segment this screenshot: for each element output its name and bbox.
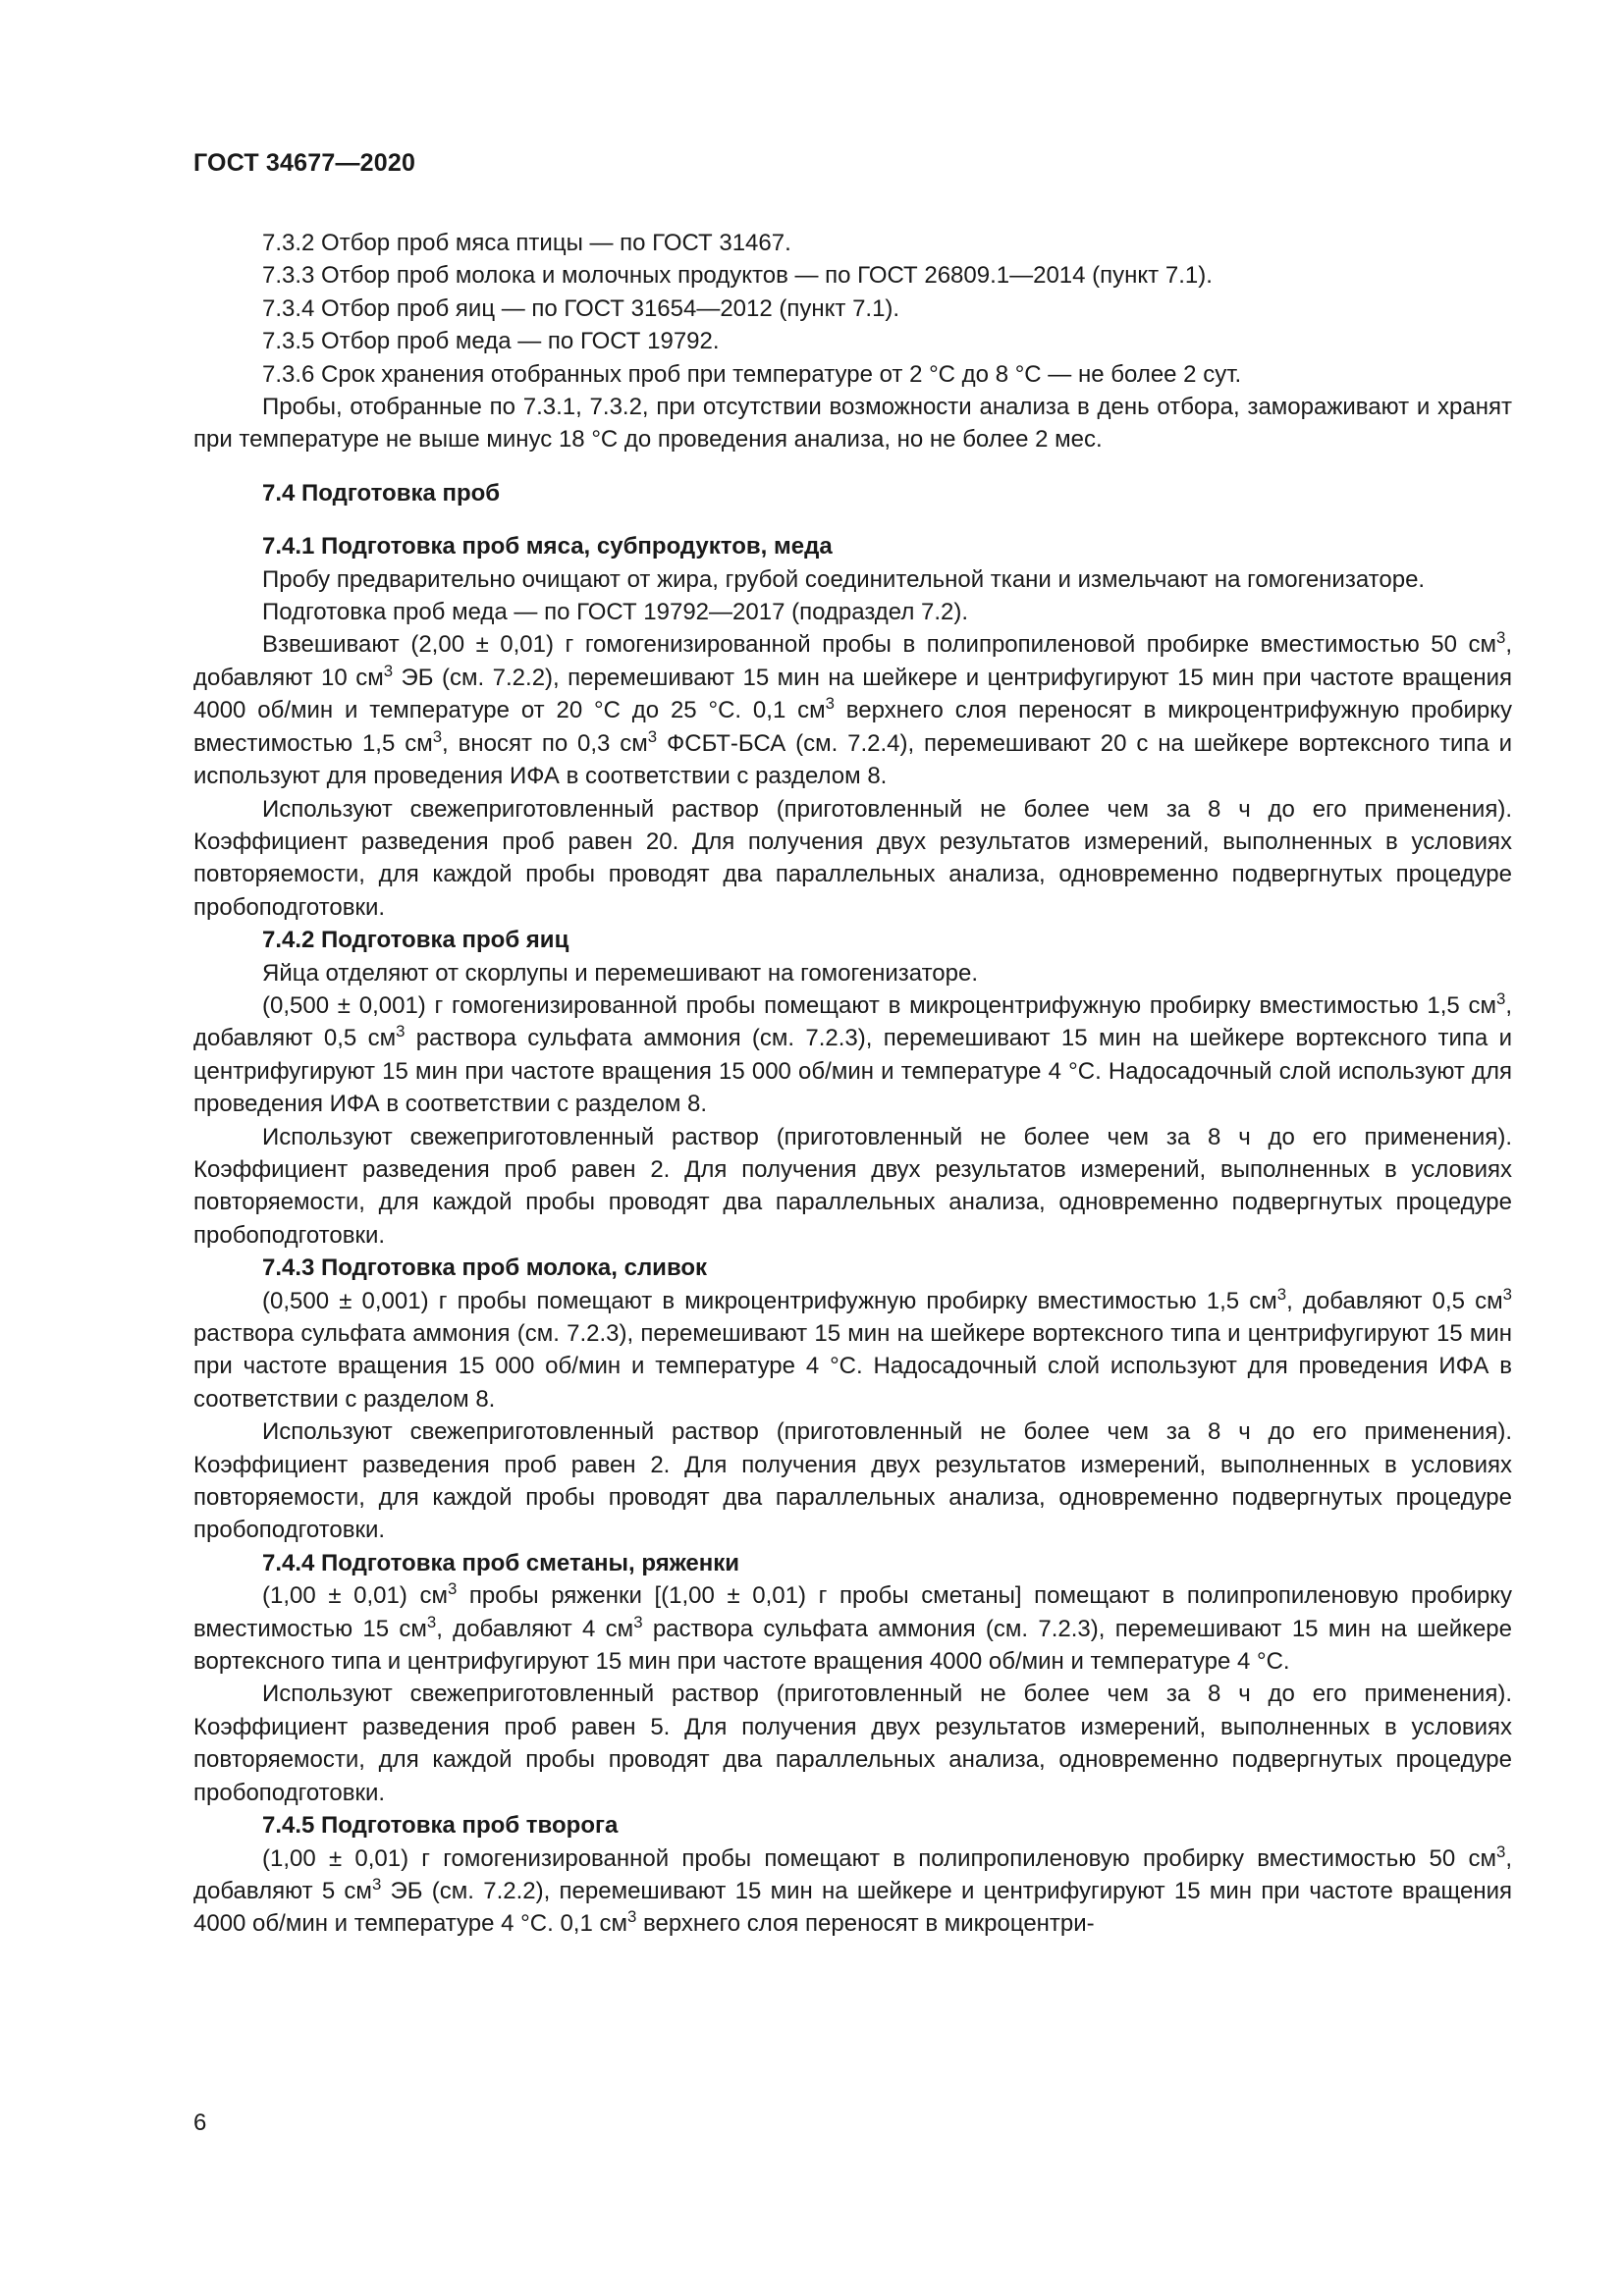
heading-7-4-5: 7.4.5 Подготовка проб творога [262, 1812, 619, 1840]
paragraph-sour-cream-weighing: (1,00 ± 0,01) $см^3$ пробы ряженки [(1,00 ± 0,01) г пробы сметаны] помещают в полипропиленовую пробирку вместимостью 15 $см^3$, добавляют 4 $см^3$ раствора сульфата аммония (см. 7.2.3), перемешивают 15 мин на шейкере вортексного типа и центрифугируют 15 мин при частоте вращения 4000 об/мин и температуре 4 °С. [193, 1579, 1512, 1676]
paragraph-frozen-samples: Пробы, отобранные по 7.3.1, 7.3.2, при отсутствии возможности анализа в день отбора, замораживают и хранят при температуре не выше минус 18 °С до проведения анализа, но не более 2 мес. [193, 394, 1512, 454]
section-heading-7-4: 7.4 Подготовка проб [262, 479, 501, 507]
heading-7-4-2: 7.4.2 Подготовка проб яиц [262, 927, 569, 954]
paragraph-dilution-5: Используют свежеприготовленный раствор (приготовленный не более чем за 8 ч до его применения). Коэффициент разведения проб равен 5. Для получения двух результатов измерений, выполненных в условиях повторяемости, для каждой пробы проводят два параллельных анализа, одновременно подвергнутых процедуре пробоподготовки. [193, 1681, 1512, 1806]
paragraph-dilution-2-eggs: Используют свежеприготовленный раствор (приготовленный не более чем за 8 ч до его применения). Коэффициент разведения проб равен 2. Для получения двух результатов измерений, выполненных в условиях повторяемости, для каждой пробы проводят два параллельных анализа, одновременно подвергнутых процедуре пробоподготовки. [193, 1123, 1512, 1249]
paragraph-honey-prep: Подготовка проб меда — по ГОСТ 19792—2017 (подраздел 7.2). [262, 599, 969, 626]
clause-7-3-4: 7.3.4 Отбор проб яиц — по ГОСТ 31654—2012 (пункт 7.1). [262, 294, 900, 322]
heading-7-4-4: 7.4.4 Подготовка проб сметаны, ряженки [262, 1549, 740, 1576]
clause-7-3-2: 7.3.2 Отбор проб мяса птицы — по ГОСТ 31467. [262, 230, 791, 256]
paragraph-cleaning: Пробу предварительно очищают от жира, грубой соединительной ткани и измельчают на гомогенизаторе. [262, 565, 1426, 593]
clause-7-3-6: 7.3.6 Срок хранения отобранных проб при температуре от 2 °С до 8 °С — не более 2 сут. [262, 360, 1242, 388]
paragraph-milk-weighing: (0,500 ± 0,001) г пробы помещают в микроцентрифужную пробирку вместимостью 1,5 $см^3$, добавляют 0,5 $см^3$ раствора сульфата аммония (см. 7.2.3), перемешивают 15 мин на шейкере вортексного типа и центрифугируют 15 мин при частоте вращения 15 000 об/мин и температуре 4 °С. Надосадочный слой используют для проведения ИФА в соответствии с разделом 8. [193, 1284, 1512, 1413]
document-body [193, 227, 1512, 1941]
paragraph-cottage-cheese-weighing: (1,00 ± 0,01) г гомогенизированной пробы помещают в полипропиленовую пробирку вместимостью 50 $см^3$, добавляют 5 $см^3$ ЭБ (см. 7.2.2), перемешивают 15 мин на шейкере и центрифугируют 15 мин при частоте вращения 4000 об/мин и температуре 4 °С. 0,1 $см^3$ верхнего слоя переносят в микроцентри- [193, 1842, 1512, 1938]
paragraph-eggs-weighing: (0,500 ± 0,001) г гомогенизированной пробы помещают в микроцентрифужную пробирку вместимостью 1,5 $см^3$, добавляют 0,5 $см^3$ раствора сульфата аммония (см. 7.2.3), перемешивают 15 мин на шейкере вортексного типа и центрифугируют 15 мин при частоте вращения 15 000 об/мин и температуре 4 °С. Надосадочный слой используют для проведения ИФА в соответствии с разделом 8. [193, 988, 1512, 1118]
page-number: 6 [193, 2109, 207, 2136]
clause-7-3-5: 7.3.5 Отбор проб меда — по ГОСТ 19792. [262, 328, 720, 355]
paragraph-weighing-meat: Взвешивают (2,00 ± 0,01) г гомогенизированной пробы в полипропиленовой пробирке вместимостью 50 $см^3$, добавляют 10 $см^3$ ЭБ (см. 7.2.2), перемешивают 15 мин на шейкере и центрифугируют 15 мин при частоте вращения 4000 об/мин и температуре от 20 °С до 25 °С. 0,1 $см^3$ верхнего слоя переносят в микроцентрифужную пробирку вместимостью 1,5 $см^3$, вносят по 0,3 $см^3$ ФСБТ-БСА (см. 7.2.4), перемешивают 20 с на шейкере вортексного типа и используют для проведения ИФА в соответствии с разделом 8. [193, 628, 1512, 790]
paragraph-dilution-20: Используют свежеприготовленный раствор (приготовленный не более чем за 8 ч до его применения). Коэффициент разведения проб равен 20. Для получения двух результатов измерений, выполненных в условиях повторяемости, для каждой пробы проводят два параллельных анализа, одновременно подвергнутых процедуре пробоподготовки. [193, 795, 1512, 921]
heading-7-4-1: 7.4.1 Подготовка проб мяса, субпродуктов, меда [262, 533, 833, 561]
document-code-header: ГОСТ 34677—2020 [193, 149, 416, 177]
paragraph-eggs-shell: Яйца отделяют от скорлупы и перемешивают на гомогенизаторе. [262, 959, 979, 987]
paragraph-dilution-2-milk: Используют свежеприготовленный раствор (приготовленный не более чем за 8 ч до его применения). Коэффициент разведения проб равен 2. Для получения двух результатов измерений, выполненных в условиях повторяемости, для каждой пробы проводят два параллельных анализа, одновременно подвергнутых процедуре пробоподготовки. [193, 1418, 1512, 1544]
clause-7-3-3: 7.3.3 Отбор проб молока и молочных продуктов — по ГОСТ 26809.1—2014 (пункт 7.1). [262, 262, 1213, 290]
heading-7-4-3: 7.4.3 Подготовка проб молока, сливок [262, 1255, 708, 1282]
